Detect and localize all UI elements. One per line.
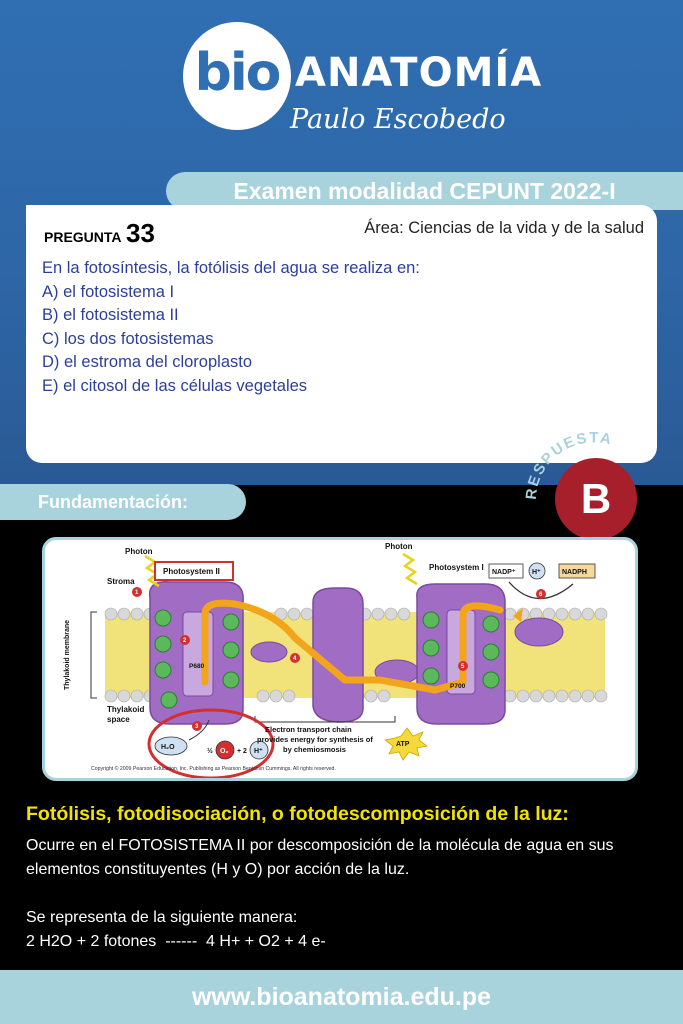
photon-right-label: Photon bbox=[385, 542, 413, 551]
question-stem: En la fotosíntesis, la fotólisis del agua se realiza en: bbox=[42, 259, 420, 277]
question-label bbox=[44, 218, 155, 249]
option-a: A) el fotosistema I bbox=[42, 282, 175, 301]
logo-circle bbox=[183, 22, 291, 130]
explanation-title: Fotólisis, fotodisociación, o fotodescomposición de la luz: bbox=[26, 803, 569, 825]
plastoquinone bbox=[251, 642, 287, 662]
step-2: 2 bbox=[183, 638, 187, 644]
option-d: D) el estroma del cloroplasto bbox=[42, 353, 253, 371]
h2o-label: H₂O bbox=[161, 744, 175, 751]
step-3: 3 bbox=[195, 724, 199, 730]
atp-label: ATP bbox=[396, 741, 410, 748]
thylakoid-membrane-label: Thylakoid membrane bbox=[64, 619, 71, 690]
step-6: 6 bbox=[539, 592, 543, 598]
membrane-brace bbox=[91, 612, 97, 698]
footer bbox=[0, 970, 683, 1024]
psi-label: Photosystem I bbox=[429, 563, 484, 572]
option-b: B) el fotosistema II bbox=[42, 306, 179, 324]
question-area: Área: Ciencias de la vida y de la salud bbox=[364, 219, 644, 237]
fnr-enzyme bbox=[515, 618, 563, 646]
section-label: Fundamentación: bbox=[38, 491, 189, 512]
option-list bbox=[42, 281, 642, 399]
answer-badge bbox=[555, 458, 637, 540]
h-plus-bottom-label: H⁺ bbox=[254, 748, 263, 755]
photon-left-label: Photon bbox=[125, 547, 153, 556]
representation-equation: 2 H2O + 2 fotones ------ 4 H+ + O2 + 4 e- bbox=[26, 933, 326, 950]
option-e: E) el citosol de las células vegetales bbox=[42, 376, 308, 395]
thylakoid-space-label-1: Thylakoid bbox=[107, 705, 145, 714]
step-5: 5 bbox=[461, 664, 465, 670]
footer-url[interactable]: www.bioanatomia.edu.pe bbox=[191, 982, 492, 1011]
question-body bbox=[42, 257, 642, 398]
explanation-representation bbox=[26, 906, 666, 954]
exam-title: Examen modalidad CEPUNT 2022-I bbox=[233, 177, 616, 204]
step-1: 1 bbox=[135, 590, 139, 596]
photosystem-diagram bbox=[42, 537, 638, 781]
etc-label-line1: Electron transport chain bbox=[265, 725, 352, 734]
representation-intro: Se representa de la siguiente manera: bbox=[26, 909, 298, 926]
photon-right-icon bbox=[403, 554, 417, 584]
psii-label: Photosystem II bbox=[163, 567, 220, 576]
diagram-svg bbox=[45, 540, 635, 778]
explanation-body: Ocurre en el FOTOSISTEMA II por descomposición de la molécula de agua en sus elementos constituyentes (H y O) por acción de la luz. bbox=[26, 837, 614, 878]
logo-author: Paulo Escobedo bbox=[290, 104, 506, 135]
stroma-label: Stroma bbox=[107, 577, 135, 586]
section-tab bbox=[0, 484, 246, 520]
etc-label-line3: by chemiosmosis bbox=[283, 745, 346, 754]
half-label: ½ bbox=[207, 748, 213, 755]
question-card bbox=[26, 205, 657, 463]
h-plus-label: H⁺ bbox=[532, 569, 541, 576]
logo-name: ANATOMÍA bbox=[295, 50, 543, 96]
p700-label: P700 bbox=[450, 683, 466, 690]
step-4: 4 bbox=[293, 656, 297, 662]
answer-word: RESPUESTA bbox=[522, 429, 615, 501]
thylakoid-space-label-2: space bbox=[107, 715, 130, 724]
plus-two-label: + 2 bbox=[237, 748, 247, 755]
logo-bio-text: bio bbox=[194, 43, 280, 103]
nadph-label: NADPH bbox=[562, 569, 587, 576]
question-label-word: PREGUNTA bbox=[44, 229, 122, 245]
o2-label: O₂ bbox=[220, 748, 229, 755]
answer-letter: B bbox=[580, 475, 612, 522]
copyright-note: Copyright © 2009 Pearson Education, Inc. Publishing as Pearson Benjamin Cummings. All rights reserved. bbox=[91, 766, 336, 772]
option-c: C) los dos fotosistemas bbox=[42, 329, 214, 348]
etc-label-line2: provides energy for synthesis of bbox=[257, 735, 373, 744]
nadp-label: NADP⁺ bbox=[492, 569, 516, 576]
p680-label: P680 bbox=[189, 663, 205, 670]
question-number: 33 bbox=[125, 218, 155, 248]
